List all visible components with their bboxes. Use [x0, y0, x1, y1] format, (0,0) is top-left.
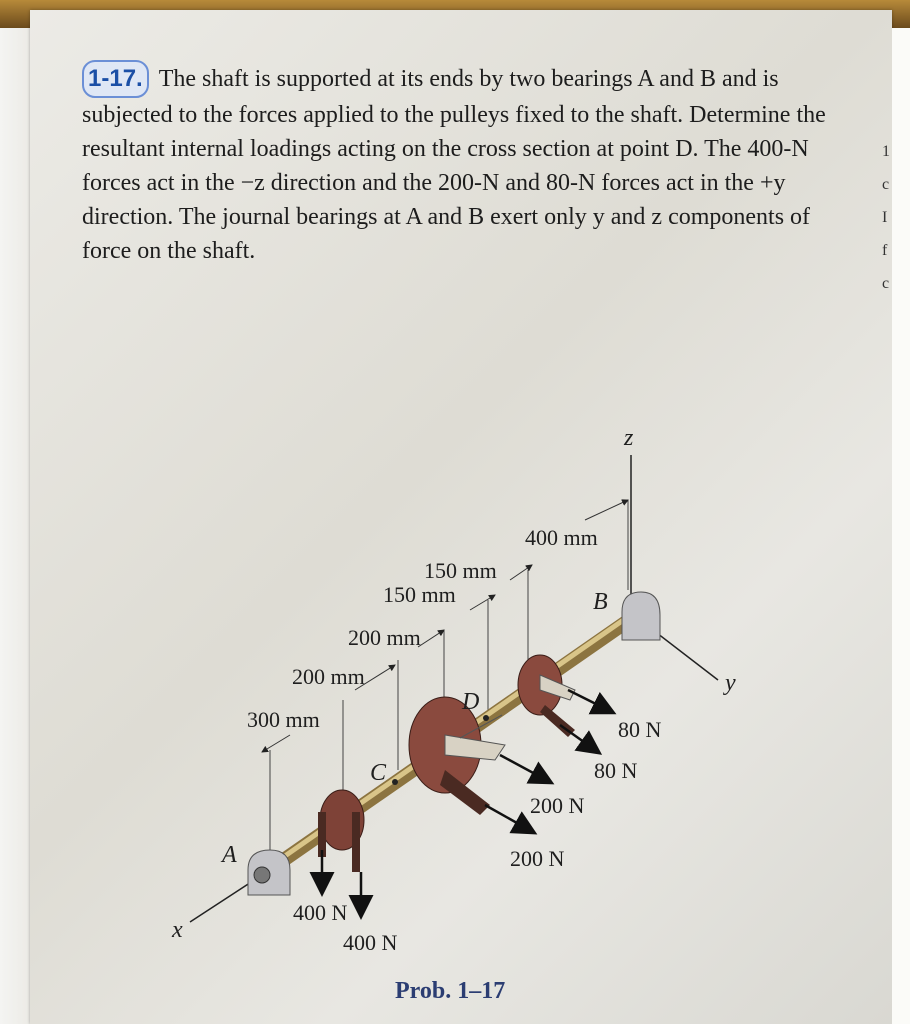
force-label-400n-right: 400 N — [343, 930, 398, 955]
bearing-b — [622, 592, 660, 640]
axis-label-x: x — [172, 917, 183, 943]
point-label-d: D — [462, 689, 480, 715]
axis-label-z: z — [624, 425, 634, 451]
force-200n-lower-arrow — [485, 805, 533, 832]
force-80n-lower-arrow — [560, 725, 598, 752]
dim-150mm-b: 150 mm — [383, 582, 456, 607]
force-200n-upper-arrow — [500, 755, 550, 782]
axis-label-y: y — [725, 670, 736, 696]
force-80n-upper-arrow — [568, 690, 612, 712]
bearing-a — [248, 850, 290, 895]
force-label-80n-lower: 80 N — [594, 758, 638, 783]
dim-150mm-a: 150 mm — [424, 558, 497, 583]
point-label-c: C — [370, 760, 387, 786]
force-label-200n-lower: 200 N — [510, 846, 565, 871]
point-label-a: A — [222, 842, 237, 868]
point-label-b: B — [593, 589, 608, 615]
dim-200mm-a: 200 mm — [348, 625, 421, 650]
figure-caption: Prob. 1–17 — [395, 978, 506, 1004]
dim-200mm-b: 200 mm — [292, 664, 365, 689]
force-label-200n-upper: 200 N — [530, 793, 585, 818]
force-label-400n-left: 400 N — [293, 900, 348, 925]
dim-400mm: 400 mm — [525, 525, 598, 550]
point-d-marker — [483, 715, 489, 721]
dim-300mm: 300 mm — [247, 707, 320, 732]
problem-number: 1-17. — [82, 60, 149, 98]
problem-text: The shaft is supported at its ends by two bearings A and B and is subjected to the forces applied to the pulleys fixed to the shaft. Determine the resultant internal loadings acting on the cross section at point D. The 400-N forces act in the −z direction and the 200-N and 80-N forces act in the +y direction. The journal bearings at A and B exert only y and z components of force on the shaft. — [82, 66, 826, 264]
next-column-fragments: 1 c I f c — [882, 143, 890, 292]
force-label-80n-upper: 80 N — [618, 717, 662, 742]
point-c-marker — [392, 779, 398, 785]
pulley-400n — [318, 790, 364, 872]
